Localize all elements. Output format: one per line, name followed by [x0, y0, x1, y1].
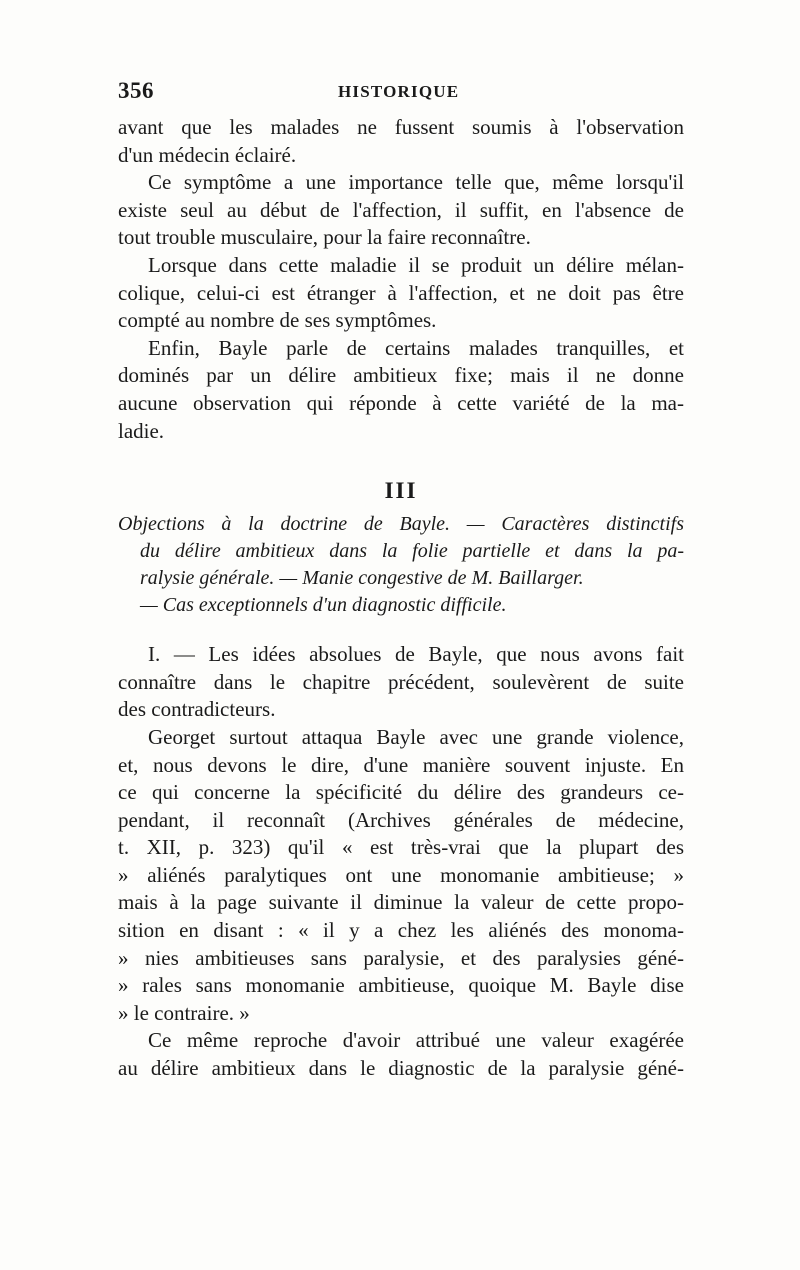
- summary-line: ralysie générale. — Manie congestive de M. Baillarger.: [140, 567, 584, 590]
- text-line: I. — Les idées absolues de Bayle, que nous avons fait: [148, 642, 684, 667]
- section-summary: [118, 511, 684, 619]
- summary-line: — Cas exceptionnels d'un diagnostic difficile.: [140, 594, 507, 617]
- text-line: tout trouble musculaire, pour la faire reconnaître.: [118, 225, 531, 250]
- text-line: colique, celui-ci est étranger à l'affection, et ne doit pas être: [118, 280, 684, 305]
- text-line: connaître dans le chapitre précédent, soulevèrent de suite: [118, 669, 684, 694]
- text-line: t. XII, p. 323) qu'il « est très-vrai que la plupart des: [118, 835, 684, 860]
- text-line: aucune observation qui réponde à cette variété de la ma-: [118, 390, 684, 415]
- text-line: compté au nombre de ses symptômes.: [118, 308, 437, 333]
- text-line: au délire ambitieux dans le diagnostic de la paralysie géné-: [118, 1056, 684, 1081]
- text-line: Georget surtout attaqua Bayle avec une grande violence,: [148, 724, 684, 749]
- page-number: 356: [118, 78, 154, 103]
- text-line: sition en disant : « il y a chez les aliénés des monoma-: [118, 918, 684, 943]
- text-block: [118, 78, 684, 1083]
- text-line: dominés par un délire ambitieux fixe; mais il ne donne: [118, 363, 684, 388]
- running-title: HISTORIQUE: [338, 82, 460, 101]
- summary-line: Objections à la doctrine de Bayle. — Caractères distinctifs: [118, 513, 684, 536]
- text-line: avant que les malades ne fussent soumis à l'observation: [118, 115, 684, 139]
- text-line: Lorsque dans cette maladie il se produit un délire mélan-: [148, 252, 684, 277]
- text-line: existe seul au début de l'affection, il suffit, en l'absence de: [118, 197, 684, 222]
- paragraph-block-1: [118, 114, 684, 445]
- text-line: » nies ambitieuses sans paralysie, et des paralysies géné-: [118, 945, 684, 970]
- text-line: » le contraire. »: [118, 1000, 250, 1025]
- paragraph-block-2: [118, 641, 684, 1083]
- running-head: [118, 78, 684, 112]
- section-number: III: [384, 478, 418, 504]
- text-line: Ce même reproche d'avoir attribué une valeur exagérée: [148, 1028, 684, 1053]
- text-line: pendant, il reconnaît (Archives générales de médecine,: [118, 807, 684, 832]
- text-line: d'un médecin éclairé.: [118, 142, 297, 167]
- text-line: mais à la page suivante il diminue la valeur de cette propo-: [118, 890, 684, 915]
- text-line: des contradicteurs.: [118, 697, 276, 722]
- text-line: ladie.: [118, 418, 165, 443]
- text-line: et, nous devons le dire, d'une manière souvent injuste. En: [118, 752, 684, 777]
- text-line: ce qui concerne la spécificité du délire des grandeurs ce-: [118, 780, 684, 805]
- text-line: Enfin, Bayle parle de certains malades tranquilles, et: [148, 335, 684, 360]
- text-line: » rales sans monomanie ambitieuse, quoique M. Bayle dise: [118, 973, 684, 998]
- text-line: Ce symptôme a une importance telle que, même lorsqu'il: [148, 170, 684, 195]
- summary-line: du délire ambitieux dans la folie partielle et dans la pa-: [140, 540, 684, 563]
- text-line: » aliénés paralytiques ont une monomanie ambitieuse; »: [118, 862, 684, 887]
